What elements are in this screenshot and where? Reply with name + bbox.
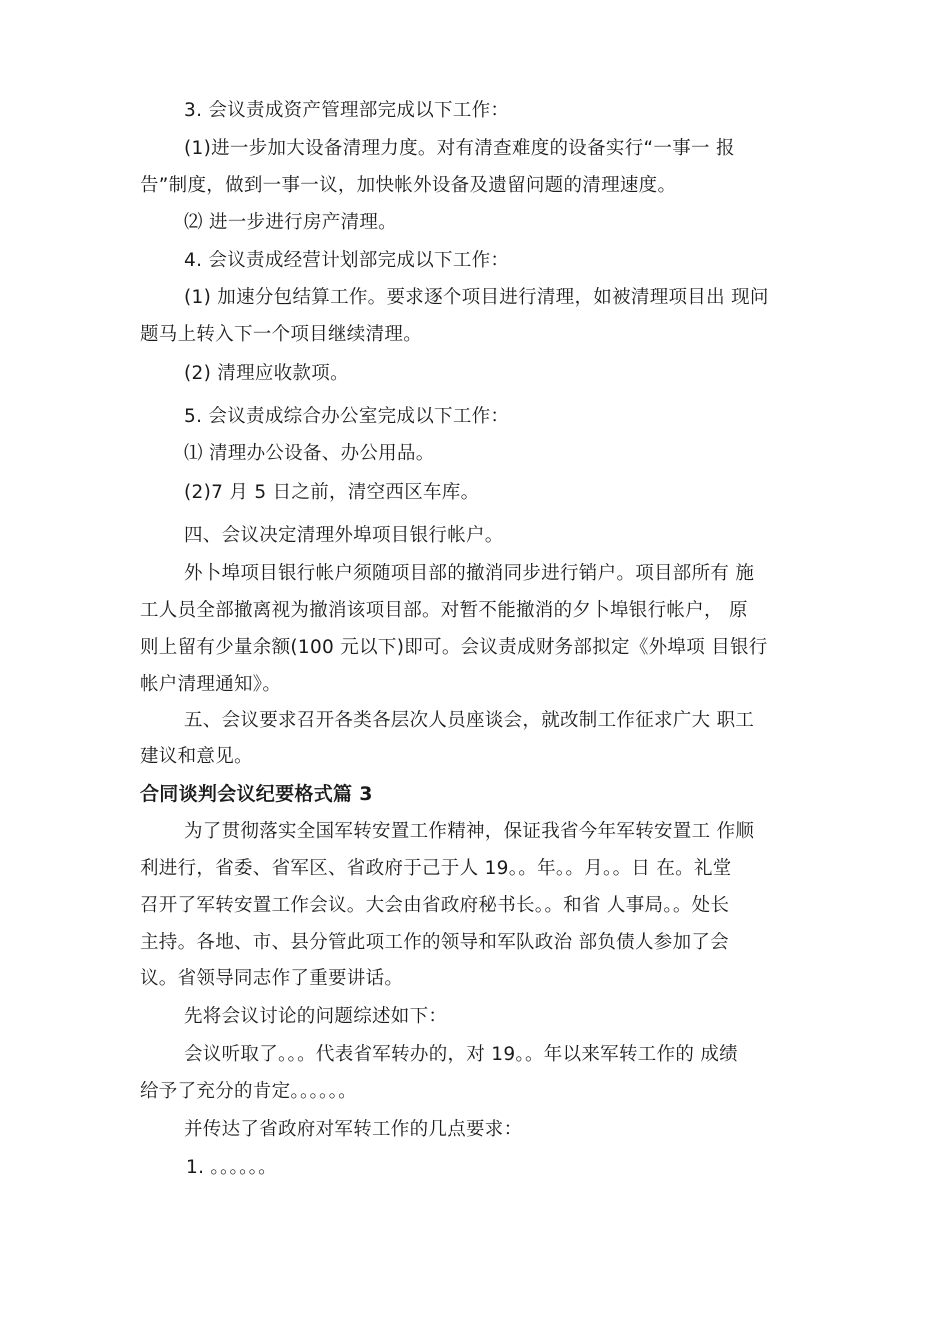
section-four-heading: 四、会议决定清理外埠项目银行帐户。 bbox=[184, 525, 504, 546]
paragraph-line: 外卜埠项目银行帐户须随项目部的撤消同步进行销户。项目部所有 施 bbox=[184, 563, 755, 584]
list-item: 1. 。。。。。。 bbox=[186, 1157, 277, 1178]
paragraph-line: 会议听取了。。。代表省军转办的，对 19。。年以来军转工作的 成绩 bbox=[184, 1044, 738, 1065]
item-5-heading: 5. 会议责成综合办公室完成以下工作： bbox=[184, 406, 510, 427]
paragraph-line: (1) 加速分包结算工作。要求逐个项目进行清理，如被清理项目出 现问 bbox=[184, 287, 769, 308]
paragraph-line: 主持。各地、市、县分管此项工作的领导和军队政治 部负债人参加了会 bbox=[140, 932, 729, 953]
paragraph-line: 召开了军转安置工作会议。大会由省政府秘书长。。和省 人事局。。处长 bbox=[140, 895, 730, 916]
paragraph-line: 给予了充分的肯定。。。。。。 bbox=[140, 1081, 357, 1102]
paragraph-line: 告”制度，做到一事一议，加快帐外设备及遗留问题的清理速度。 bbox=[140, 175, 677, 196]
paragraph-line: (2) 清理应收款项。 bbox=[184, 363, 349, 384]
item-4-heading: 4. 会议责成经营计划部完成以下工作： bbox=[184, 250, 510, 271]
paragraph-line: 先将会议讨论的问题综述如下： bbox=[184, 1006, 448, 1027]
paragraph-line: 题马上转入下一个项目继续清理。 bbox=[140, 324, 423, 345]
paragraph-line: (1)进一步加大设备清理力度。对有清查难度的设备实行“一事一 报 bbox=[184, 138, 735, 159]
section-title: 合同谈判会议纪要格式篇 3 bbox=[140, 783, 373, 805]
paragraph-line: 议。省领导同志作了重要讲话。 bbox=[140, 968, 404, 989]
paragraph-line: 则上留有少量余额(100 元以下)即可。会议责成财务部拟定《外埠项 目银行 bbox=[140, 637, 768, 658]
paragraph-line: 建议和意见。 bbox=[140, 746, 253, 767]
paragraph-line: 帐户清理通知》。 bbox=[140, 674, 282, 695]
paragraph-line: ⑴ 清理办公设备、办公用品。 bbox=[184, 443, 435, 464]
paragraph-line: 并传达了省政府对军转工作的几点要求： bbox=[184, 1119, 523, 1140]
paragraph-line: 为了贯彻落实全国军转安置工作精神，保证我省今年军转安置工 作顺 bbox=[184, 821, 755, 842]
section-five-heading: 五、会议要求召开各类各层次人员座谈会，就改制工作征求广大 职工 bbox=[184, 710, 755, 731]
paragraph-line: 工人员全部撤离视为撤消该项目部。对暂不能撤消的夕卜埠银行帐户， 原 bbox=[140, 600, 748, 621]
paragraph-line: (2)7 月 5 日之前，清空西区车库。 bbox=[184, 482, 480, 503]
item-3-heading: 3. 会议责成资产管理部完成以下工作： bbox=[184, 100, 510, 121]
paragraph-line: 利进行，省委、省军区、省政府于己于人 19。。年。。月。。日 在。礼堂 bbox=[140, 858, 732, 879]
paragraph-line: ⑵ 进一步进行房产清理。 bbox=[184, 212, 397, 233]
